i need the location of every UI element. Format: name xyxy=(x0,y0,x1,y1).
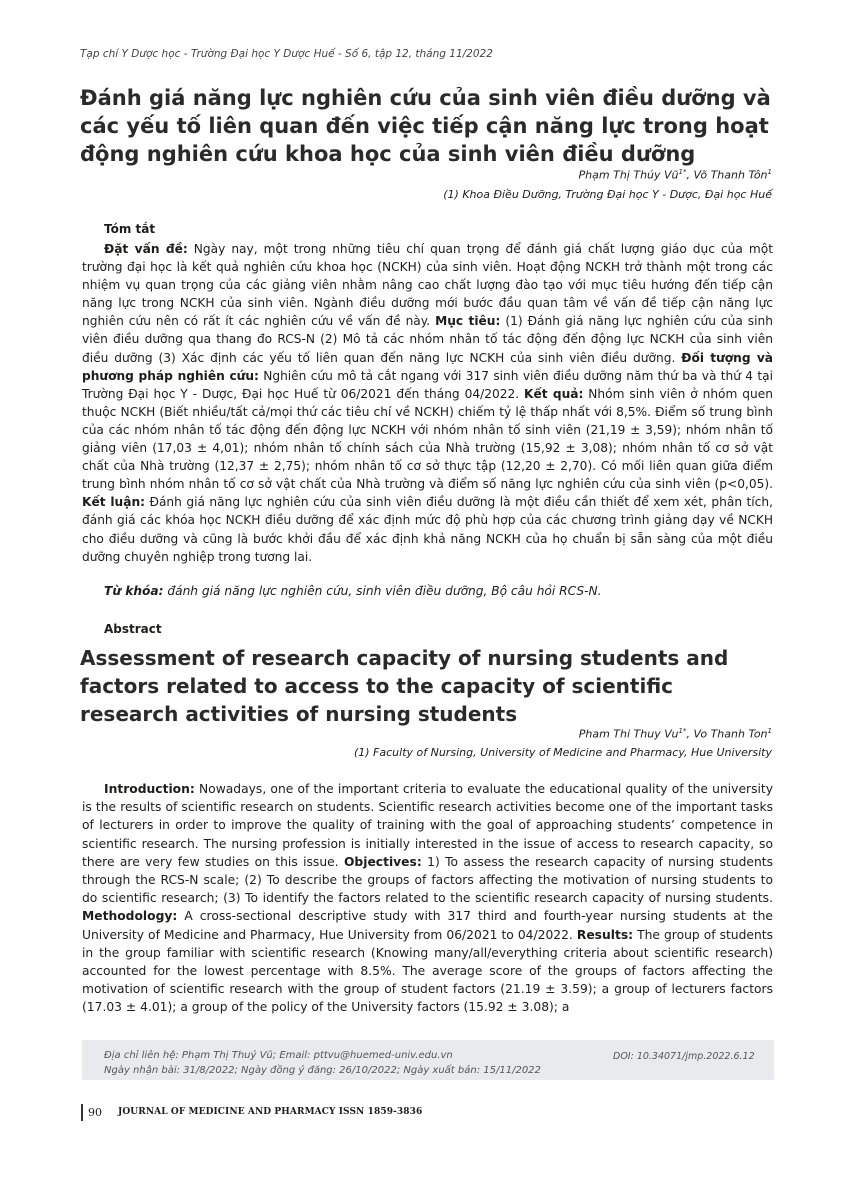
running-head: Tạp chí Y Dược học - Trường Đại học Y Dược Huế - Số 6, tập 12, tháng 11/2022 xyxy=(80,48,493,60)
vi-label-conclusion: Kết luận: xyxy=(82,495,146,510)
vi-label-objectives: Mục tiêu: xyxy=(435,314,501,329)
vi-label-background: Đặt vấn đề: xyxy=(104,242,188,256)
english-affiliation: (1) Faculty of Nursing, University of Medicine and Pharmacy, Hue University xyxy=(353,746,772,759)
doi: DOI: 10.34071/jmp.2022.6.12 xyxy=(613,1051,755,1062)
keywords-label: Từ khóa: xyxy=(104,584,164,598)
en-author-2-sup: 1 xyxy=(767,727,772,735)
en-text-methodology: A cross-sectional descriptive study with 317 third and fourth-year nursing students at the University of Medicine and Pharmacy, Hue University from 06/2021 to 04/2022. xyxy=(82,909,773,942)
keywords-text: đánh giá năng lực nghiên cứu, sinh viên điều dưỡng, Bộ câu hỏi RCS-N. xyxy=(163,584,602,598)
vi-text-objectives: (1) Đánh giá năng lực nghiên cứu của sinh viên điều dưỡng qua thang đo RCS-N (2) Mô tả các nhóm nhân tố tác động đến động lực NCKH của sinh viên điều dưỡng (3) Xác định các yếu tố liên quan đến năng lực NCKH của sinh viên điều dưỡng. xyxy=(82,314,773,365)
en-author-1-name: Pham Thi Thuy Vu xyxy=(578,727,679,741)
en-author-separator: , xyxy=(686,727,694,741)
en-text-results: The group of students in the group familiar with scientific research (Knowing many/all/everything criteria about scientific research) accounted for the lowest percentage with 8.5%. The average score of the groups of factors affecting the motivation of scientific research with the group of student factors (21.19 ± 3.59); a group of lecturers factors (17.03 ± 4.01); a group of the policy of the University factors (15.92 ± 3.08); a xyxy=(82,927,773,1015)
english-title: Assessment of research capacity of nursing students and factors related to access to the capacity of scientific research activities of nursing students xyxy=(80,646,729,726)
vietnamese-affiliation: (1) Khoa Điều Dưỡng, Trường Đại học Y - Dược, Đại học Huế xyxy=(443,188,772,201)
en-text-introduction: Nowadays, one of the important criteria to evaluate the educational quality of the university is the results of scientific research on students. Scientific research activities become one of the important tasks of lecturers in order to improve the quality of training with the goal of approaching students’ competence in scientific research. The nursing profession is initially interested in the issue of access to research capacity, so there are very few studies on this issue. xyxy=(82,782,773,869)
en-label-introduction: Introduction: xyxy=(104,782,195,796)
vietnamese-keywords xyxy=(82,582,773,600)
en-label-methodology: Methodology: xyxy=(82,909,178,924)
author-1-sup: 1* xyxy=(678,168,687,176)
author-separator: , xyxy=(686,168,694,182)
en-label-results: Results: xyxy=(576,927,634,942)
correspondence-contact: Địa chỉ liên hệ: Phạm Thị Thuý Vũ; Email: pttvu@huemed-univ.edu.vn xyxy=(104,1050,453,1061)
vi-text-results: Nhóm sinh viên ở nhóm quen thuộc NCKH (Biết nhiều/tất cả/mọi thứ các tiêu chí về NCKH) chiếm tỷ lệ thấp nhất với 8,5%. Điểm số trung bình của các nhóm nhân tố tác động đến động lực NCKH với nhóm nhân tố sinh viên (21,19 ± 3,59); nhóm nhân tố giảng viên (17,03 ± 4,01); nhóm nhân tố chính sách của Nhà trường (15,92 ± 3,08); nhóm nhân tố cơ sở vật chất của Nhà trường (12,37 ± 2,75); nhóm nhân tố cơ sở thực tập (12,20 ± 2,70). Có mối liên quan giữa điểm trung bình nhóm nhân tố cơ sở vật chất của Nhà trường và điểm số năng lực nghiên cứu của sinh viên (p<0,05). xyxy=(82,386,773,492)
vietnamese-title: Đánh giá năng lực nghiên cứu của sinh viên điều dưỡng và các yếu tố liên quan đến việc tiếp cận năng lực trong hoạt động nghiên cứu khoa học của sinh viên điều dưỡng xyxy=(80,86,771,166)
vi-text-methods: Nghiên cứu mô tả cắt ngang với 317 sinh viên điều dưỡng năm thứ ba và thứ 4 tại Trường Đại học Y - Dược, Đại học Huế từ 06/2021 đến tháng 04/2022. xyxy=(82,368,773,401)
page-number: 90 xyxy=(88,1106,102,1119)
en-text-objectives: 1) To assess the research capacity of nursing students through the RCS-N scale; (2) To describe the groups of factors affecting the motivation of nursing students to do scientific research; (3) To identify the factors related to the scientific research capacity of nursing students. xyxy=(82,854,773,906)
publication-dates: Ngày nhận bài: 31/8/2022; Ngày đồng ý đăng: 26/10/2022; Ngày xuất bản: 15/11/2022 xyxy=(104,1065,541,1076)
author-2-name: Võ Thanh Tôn xyxy=(693,168,768,182)
vietnamese-abstract xyxy=(82,240,773,566)
author-1-name: Phạm Thị Thúy Vũ xyxy=(578,168,679,182)
vi-label-methods: Đối tượng và phương pháp nghiên cứu: xyxy=(82,350,773,383)
en-author-1-sup: 1* xyxy=(678,727,687,735)
vietnamese-authors xyxy=(579,168,772,182)
en-label-objectives: Objectives: xyxy=(343,854,422,869)
en-author-2-name: Vo Thanh Ton xyxy=(693,727,768,741)
summary-heading: Tóm tắt xyxy=(104,222,156,236)
abstract-heading: Abstract xyxy=(104,622,162,636)
english-authors xyxy=(579,727,772,741)
vi-text-conclusion: Đánh giá năng lực nghiên cứu của sinh viên điều dưỡng là một điều cần thiết để xem xét, phân tích, đánh giá các khóa học NCKH điều dưỡng để xác định mức độ phù hợp của các chương trình giảng dạy về NCKH cho điều dưỡng và cũng là bước khởi đầu để xác định khả năng NCKH của họ chuẩn bị sẵn sàng của một điều dưỡng chuyên nghiệp trong tương lai. xyxy=(82,495,773,564)
page-number-bar xyxy=(81,1104,83,1121)
vi-label-results: Kết quả: xyxy=(524,386,584,401)
vi-text-background: Ngày nay, một trong những tiêu chí quan trọng để đánh giá chất lượng giáo dục của một trường đại học là kết quả nghiên cứu khoa học (NCKH) của sinh viên. Hoạt động NCKH trở thành một trong các nhiệm vụ quan trọng của các giảng viên nhằm nâng cao chất lượng đào tạo với mục tiêu hướng đến tiếp cận năng lực trong NCKH của sinh viên. Ngành điều dưỡng mới bước đầu quan tâm về vấn đề tiếp cận năng lực nghiên cứu nên có rất ít các nghiên cứu về vấn đề này. xyxy=(82,242,773,329)
journal-footer: JOURNAL OF MEDICINE AND PHARMACY ISSN 1859-3836 xyxy=(118,1107,423,1117)
english-abstract xyxy=(82,780,773,1017)
author-2-sup: 1 xyxy=(767,168,772,176)
